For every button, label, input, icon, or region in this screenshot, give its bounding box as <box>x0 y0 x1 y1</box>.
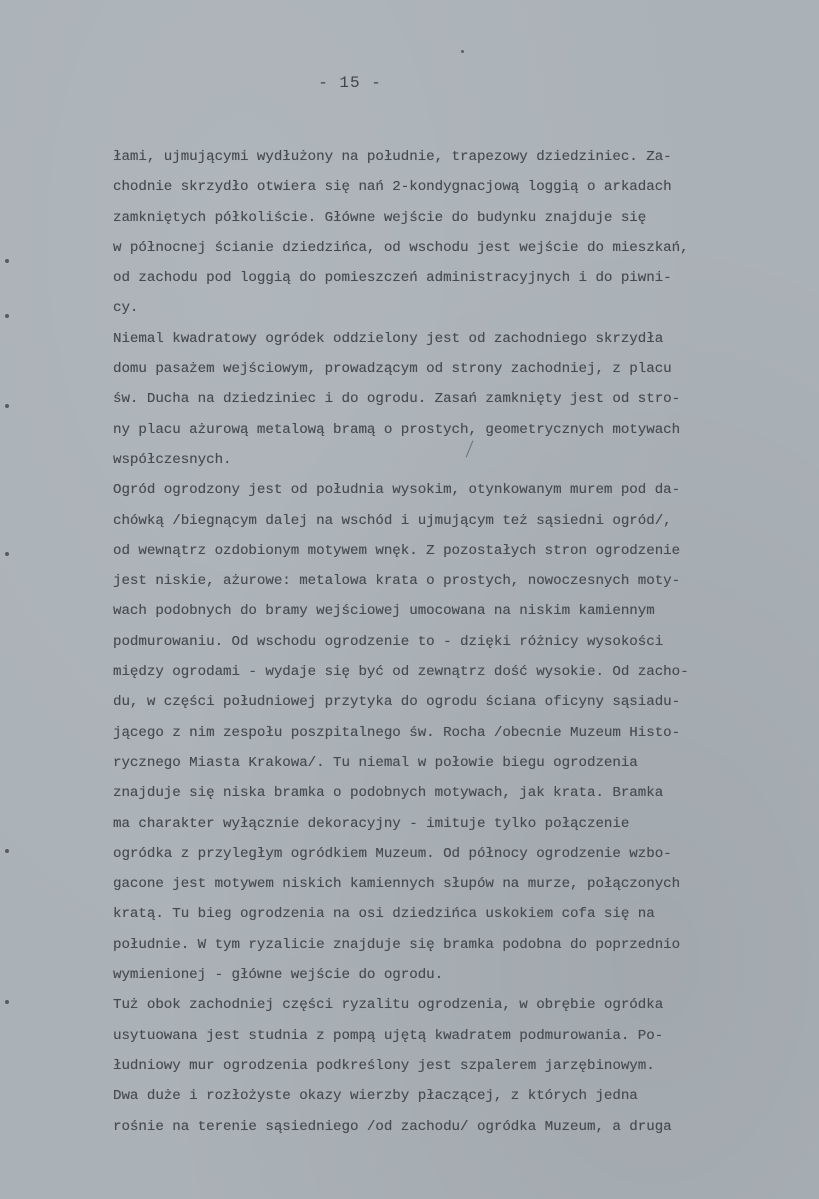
text-line: chówką /biegnącym dalej na wschód i ujmującym też sąsiedni ogród/, <box>113 512 672 529</box>
text-line: zamkniętych półkoliście. Główne wejście do budynku znajduje się <box>113 209 647 226</box>
text-line: od zachodu pod loggią do pomieszczeń administracyjnych i do piwni- <box>113 270 672 287</box>
text-line: Dwa duże i rozłożyste okazy wierzby płaczącej, z których jedna <box>113 1088 638 1105</box>
text-line: w północnej ścianie dziedzińca, od wschodu jest wejście do mieszkań, <box>113 239 689 256</box>
text-line: znajduje się niska bramka o podobnych motywach, jak krata. Bramka <box>113 785 664 802</box>
text-line: św. Ducha na dziedziniec i do ogrodu. Zasań zamknięty jest od stro- <box>113 391 681 408</box>
text-line: ogródka z przyległym ogródkiem Muzeum. Od północy ogrodzenie wzbo- <box>113 845 672 862</box>
text-line: jącego z nim zespołu poszpitalnego św. Rocha /obecnie Muzeum Histo- <box>113 724 681 741</box>
text-line: współczesnych. <box>113 451 232 468</box>
text-line: rośnie na terenie sąsiedniego /od zachodu/ ogródka Muzeum, a druga <box>113 1118 672 1135</box>
text-line: Tuż obok zachodniej części ryzalitu ogrodzenia, w obrębie ogródka <box>113 997 664 1014</box>
text-line: podmurowaniu. Od wschodu ogrodzenie to - dzięki różnicy wysokości <box>113 633 664 650</box>
text-line: chodnie skrzydło otwiera się nań 2-kondygnacjową loggią o arkadach <box>113 179 672 196</box>
binder-hole-mark <box>5 259 9 263</box>
page-number: - 15 - <box>318 74 382 92</box>
text-line: południe. W tym ryzalicie znajduje się bramka podobna do poprzednio <box>113 936 681 953</box>
text-line: kratą. Tu bieg ogrodzenia na osi dziedzińca uskokiem cofa się na <box>113 906 655 923</box>
text-line: domu pasażem wejściowym, prowadzącym od strony zachodniej, z placu <box>113 361 672 378</box>
binder-hole-mark <box>5 1000 9 1004</box>
text-line: łami, ujmującymi wydłużony na południe, trapezowy dziedziniec. Za- <box>113 149 672 165</box>
binder-hole-mark <box>5 404 9 408</box>
text-line: łudniowy mur ogrodzenia podkreślony jest szpalerem jarzębinowym. <box>113 1057 655 1074</box>
text-line: Niemal kwadratowy ogródek oddzielony jest od zachodniego skrzydła <box>113 330 664 347</box>
typewritten-text <box>113 142 813 1142</box>
text-line: ma charakter wyłącznie dekoracyjny - imituje tylko połączenie <box>113 815 630 832</box>
text-line: rycznego Miasta Krakowa/. Tu niemal w połowie biegu ogrodzenia <box>113 754 638 771</box>
binder-hole-mark <box>5 849 9 853</box>
text-line: ny placu ażurową metalową bramą o prostych, geometrycznych motywach <box>113 421 681 438</box>
text-line: Ogród ogrodzony jest od południa wysokim, otynkowanym murem pod da- <box>113 482 681 499</box>
binder-hole-mark <box>5 552 9 556</box>
speck-mark <box>461 50 464 53</box>
text-line: od wewnątrz ozdobionym motywem wnęk. Z pozostałych stron ogrodzenie <box>113 542 681 559</box>
text-line: wymienionej - główne wejście do ogrodu. <box>113 967 444 984</box>
binder-hole-mark <box>5 314 9 318</box>
text-line: wach podobnych do bramy wejściowej umocowana na niskim kamiennym <box>113 603 655 620</box>
text-line: gacone jest motywem niskich kamiennych słupów na murze, połączonych <box>113 876 681 893</box>
text-line: między ogrodami - wydaje się być od zewnątrz dość wysokie. Od zacho- <box>113 664 689 681</box>
text-line: du, w części południowej przytyka do ogrodu ściana oficyny sąsiadu- <box>113 694 681 711</box>
text-line: jest niskie, ażurowe: metalowa krata o prostych, nowoczesnych moty- <box>113 573 681 590</box>
text-line: usytuowana jest studnia z pompą ujętą kwadratem podmurowania. Po- <box>113 1027 664 1044</box>
text-line: cy. <box>113 300 139 317</box>
